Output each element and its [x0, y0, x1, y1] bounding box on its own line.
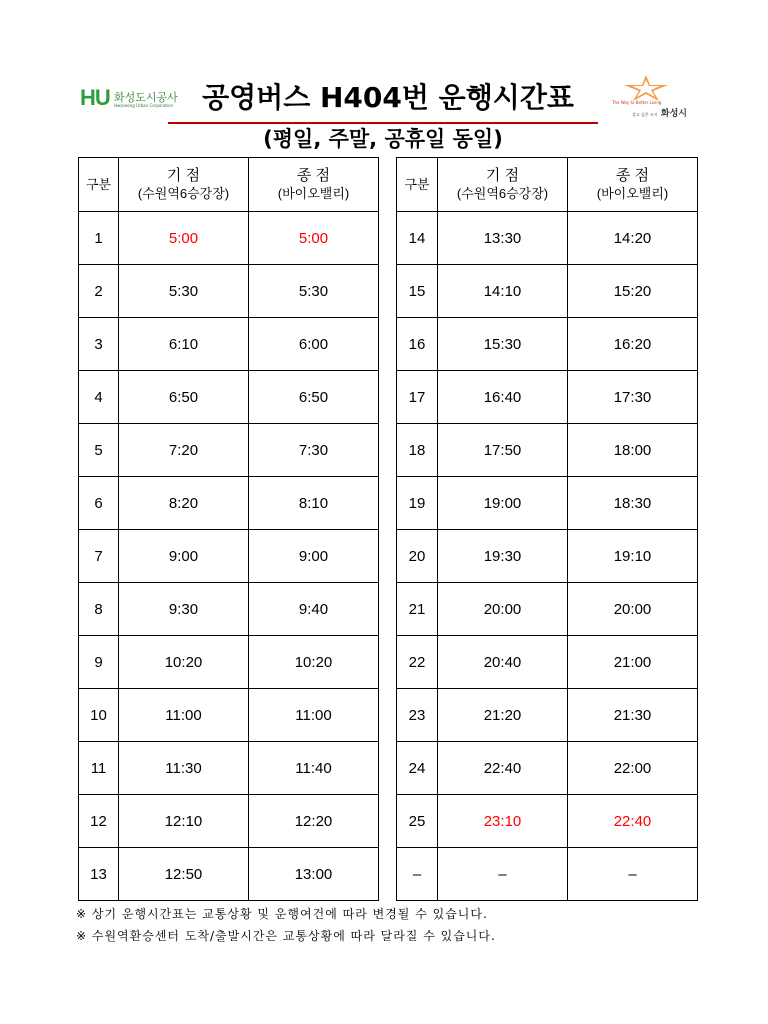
row-number: 25 [397, 795, 438, 848]
header-start [438, 158, 568, 212]
header-gubun: 구분 [79, 158, 119, 212]
row-number: 24 [397, 742, 438, 795]
row-number: 13 [79, 848, 119, 901]
start-time: 8:20 [119, 477, 249, 530]
start-time: 6:50 [119, 371, 249, 424]
end-time: 17:30 [568, 371, 698, 424]
table-row [79, 318, 379, 371]
start-time: 5:00 [119, 212, 249, 265]
header-end-title: 종 점 [296, 166, 331, 184]
table-header-row [79, 158, 379, 212]
table-row [79, 636, 379, 689]
header-start-title: 기 점 [485, 166, 520, 184]
table-header-row [397, 158, 698, 212]
end-time: 16:20 [568, 318, 698, 371]
start-time: 19:30 [438, 530, 568, 583]
header-start-place: (수원역6승강장) [456, 185, 549, 201]
start-time: 23:10 [438, 795, 568, 848]
row-number: 1 [79, 212, 119, 265]
timetable-left [78, 157, 379, 901]
start-time: 22:40 [438, 742, 568, 795]
row-number: 6 [79, 477, 119, 530]
end-time: 22:00 [568, 742, 698, 795]
start-time: – [438, 848, 568, 901]
page-title: 공영버스 H404번 운행시간표 [202, 81, 574, 114]
start-time: 20:40 [438, 636, 568, 689]
end-time: 7:30 [249, 424, 379, 477]
notes [76, 903, 696, 947]
end-time: 19:10 [568, 530, 698, 583]
end-time: 5:00 [249, 212, 379, 265]
row-number: 7 [79, 530, 119, 583]
row-number: 22 [397, 636, 438, 689]
table-row [397, 689, 698, 742]
row-number: 12 [79, 795, 119, 848]
logo-mark: HU [80, 85, 110, 110]
start-time: 14:10 [438, 265, 568, 318]
end-time: 6:00 [249, 318, 379, 371]
table-row [397, 583, 698, 636]
table-row [79, 424, 379, 477]
end-time: 20:00 [568, 583, 698, 636]
logo-name: 화성도시공사 [114, 91, 178, 104]
row-number: 21 [397, 583, 438, 636]
city-label: 화성시 [660, 109, 687, 119]
row-number: 8 [79, 583, 119, 636]
header-gubun: 구분 [397, 158, 438, 212]
start-time: 6:10 [119, 318, 249, 371]
row-number: 9 [79, 636, 119, 689]
start-time: 20:00 [438, 583, 568, 636]
table-row [397, 477, 698, 530]
start-time: 9:00 [119, 530, 249, 583]
city-name [632, 106, 687, 119]
end-time: 21:30 [568, 689, 698, 742]
row-number: 15 [397, 265, 438, 318]
table-row [79, 742, 379, 795]
table-row [397, 318, 698, 371]
start-time: 11:30 [119, 742, 249, 795]
timetable-right-body [397, 212, 698, 901]
row-number: 19 [397, 477, 438, 530]
start-time: 13:30 [438, 212, 568, 265]
timetable-right [396, 157, 698, 901]
end-time: 13:00 [249, 848, 379, 901]
city-slogan: The Way to Better Living [612, 100, 662, 105]
row-number: – [397, 848, 438, 901]
start-time: 5:30 [119, 265, 249, 318]
table-row [397, 530, 698, 583]
table-row [79, 530, 379, 583]
row-number: 10 [79, 689, 119, 742]
table-row [397, 848, 698, 901]
end-time: 11:40 [249, 742, 379, 795]
header-end-place: (바이오밸리) [277, 185, 350, 201]
note-line: ※ 수원역환승센터 도착/출발시간은 교통상황에 따라 달라질 수 있습니다. [76, 929, 496, 943]
star-icon [622, 74, 670, 102]
end-time: 9:40 [249, 583, 379, 636]
table-row [79, 795, 379, 848]
table-row [79, 848, 379, 901]
start-time: 17:50 [438, 424, 568, 477]
row-number: 18 [397, 424, 438, 477]
start-time: 9:30 [119, 583, 249, 636]
start-time: 12:10 [119, 795, 249, 848]
hwaseong-city-logo [612, 72, 687, 119]
start-time: 19:00 [438, 477, 568, 530]
end-time: 8:10 [249, 477, 379, 530]
row-number: 14 [397, 212, 438, 265]
table-row [397, 424, 698, 477]
table-row [397, 636, 698, 689]
row-number: 11 [79, 742, 119, 795]
start-time: 10:20 [119, 636, 249, 689]
row-number: 20 [397, 530, 438, 583]
note-line: ※ 상기 운행시간표는 교통상황 및 운행여건에 따라 변경될 수 있습니다. [76, 907, 488, 921]
end-time: 11:00 [249, 689, 379, 742]
header-end-place: (바이오밸리) [596, 185, 669, 201]
header-end [249, 158, 379, 212]
row-number: 5 [79, 424, 119, 477]
end-time: 6:50 [249, 371, 379, 424]
table-row [397, 742, 698, 795]
hwaseong-urban-corporation-logo [80, 85, 178, 112]
end-time: 18:30 [568, 477, 698, 530]
table-row [397, 212, 698, 265]
end-time: 12:20 [249, 795, 379, 848]
table-row [79, 477, 379, 530]
table-row [79, 212, 379, 265]
table-row [79, 689, 379, 742]
table-row [397, 265, 698, 318]
row-number: 17 [397, 371, 438, 424]
row-number: 23 [397, 689, 438, 742]
header-end [568, 158, 698, 212]
end-time: 10:20 [249, 636, 379, 689]
end-time: 22:40 [568, 795, 698, 848]
start-time: 12:50 [119, 848, 249, 901]
table-row [79, 371, 379, 424]
start-time: 11:00 [119, 689, 249, 742]
header-start [119, 158, 249, 212]
page-subtitle: (평일, 주말, 공휴일 동일) [263, 127, 503, 151]
start-time: 7:20 [119, 424, 249, 477]
start-time: 16:40 [438, 371, 568, 424]
city-prefix: 살고 싶은 도시 [632, 112, 658, 117]
end-time: 18:00 [568, 424, 698, 477]
header-start-place: (수원역6승강장) [137, 185, 230, 201]
timetable-left-body [79, 212, 379, 901]
table-row [397, 371, 698, 424]
header-start-title: 기 점 [166, 166, 201, 184]
end-time: 9:00 [249, 530, 379, 583]
end-time: 5:30 [249, 265, 379, 318]
end-time: – [568, 848, 698, 901]
table-row [397, 795, 698, 848]
row-number: 16 [397, 318, 438, 371]
header-end-title: 종 점 [615, 166, 650, 184]
end-time: 14:20 [568, 212, 698, 265]
start-time: 15:30 [438, 318, 568, 371]
row-number: 3 [79, 318, 119, 371]
logo-subtext: Hwaseong Urban Corporation [114, 103, 174, 108]
table-row [79, 265, 379, 318]
end-time: 15:20 [568, 265, 698, 318]
row-number: 4 [79, 371, 119, 424]
table-row [79, 583, 379, 636]
start-time: 21:20 [438, 689, 568, 742]
end-time: 21:00 [568, 636, 698, 689]
row-number: 2 [79, 265, 119, 318]
